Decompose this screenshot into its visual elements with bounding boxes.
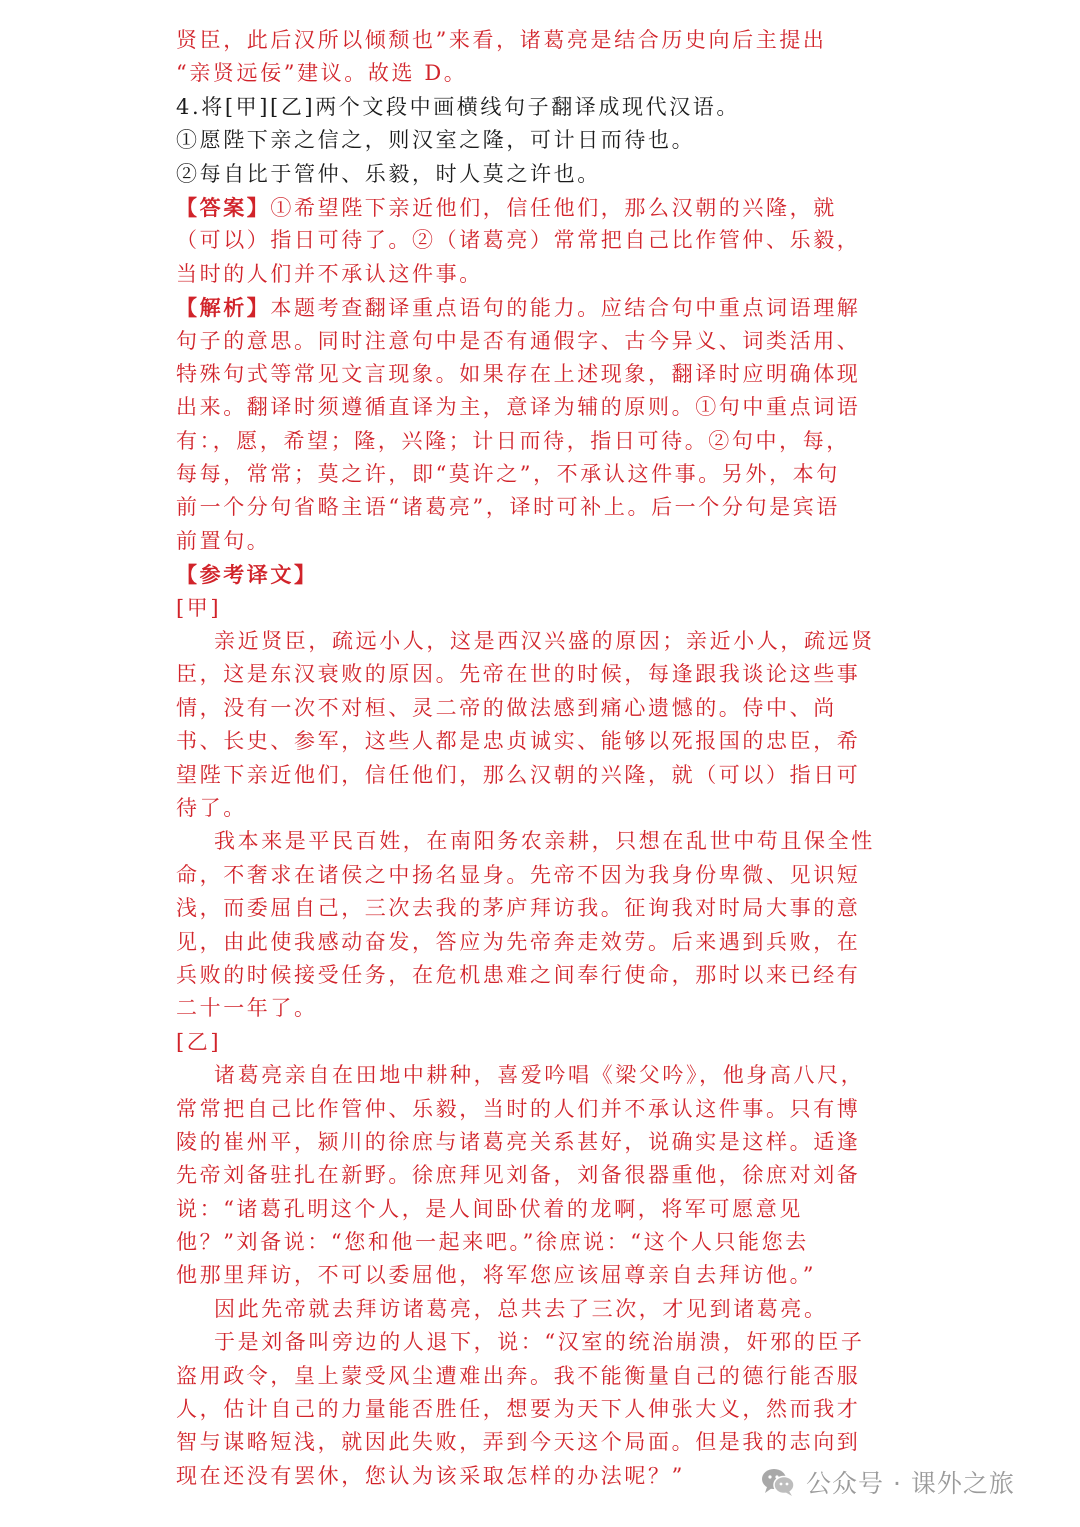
translation-line: 我本来是平民百姓，在南阳务农亲耕，只想在乱世中苟且保全性 <box>214 829 875 854</box>
translation-line: 诸葛亮亲自在田地中耕种，喜爱吟唱《梁父吟》，他身高八尺， <box>214 1063 865 1088</box>
translation-line: 待了。 <box>176 795 247 820</box>
translation-line: 情，没有一次不对桓、灵二帝的做法感到痛心遗憾的。侍中、尚 <box>176 695 837 720</box>
translation-line: 命，不奢求在诸侯之中扬名显身。先帝不因为我身份卑微、见识短 <box>176 862 861 887</box>
translation-line: 现在还没有罢休，您认为该采取怎样的办法呢？” <box>176 1463 685 1488</box>
translation-line: 于是刘备叫旁边的人退下，说：“汉室的统治崩溃，奸邪的臣子 <box>214 1330 865 1355</box>
question-title: 4.将[甲][乙]两个文段中画横线句子翻译成现代汉语。 <box>176 94 741 119</box>
translation-line: 见，由此使我感动奋发，答应为先帝奔走效劳。后来遇到兵败，在 <box>176 929 861 954</box>
section-label-jia: [甲] <box>176 595 222 620</box>
analysis-line: 前置句。 <box>176 528 271 553</box>
analysis-line: 句子的意思。同时注意句中是否有通假字、古今异义、词类活用、 <box>176 328 861 353</box>
answer-line: （可以）指日可待了。②（诸葛亮）常常把自己比作管仲、乐毅， <box>176 228 861 253</box>
text-line: “亲贤远佞”建议。故选 D。 <box>176 61 468 86</box>
translation-line: 书、长史、参军，这些人都是忠贞诚实、能够以死报国的忠臣，希 <box>176 729 861 754</box>
translation-line: 智与谋略短浅，就因此失败，弄到今天这个局面。但是我的志向到 <box>176 1430 861 1455</box>
translation-line: 他？”刘备说：“您和他一起来吧。”徐庶说：“这个人只能您去 <box>176 1230 809 1255</box>
watermark <box>760 1462 1015 1502</box>
analysis-line <box>176 291 902 324</box>
question-item: ②每自比于管仲、乐毅，时人莫之许也。 <box>176 161 601 186</box>
translation-line: 陵的崔州平，颍川的徐庶与诸葛亮关系甚好，说确实是这样。适逢 <box>176 1129 861 1154</box>
translation-line: 常常把自己比作管仲、乐毅，当时的人们并不承认这件事。只有博 <box>176 1096 861 1121</box>
section-label-yi: [乙] <box>176 1029 222 1054</box>
document-page <box>176 24 902 1493</box>
analysis-line: 有：，愿，希望；隆，兴隆；计日而待，指日可待。②句中，每， <box>176 428 850 453</box>
analysis-label: 【解析】 <box>176 295 271 321</box>
analysis-line: 前一个分句省略主语“诸葛亮”，译时可补上。后一个分句是宾语 <box>176 495 840 520</box>
watermark-text: 公众号 · 课外之旅 <box>806 1469 1015 1498</box>
translation-line: 兵败的时候接受任务，在危机患难之间奉行使命，那时以来已经有 <box>176 962 861 987</box>
answer-text: ①希望陛下亲近他们，信任他们，那么汉朝的兴隆，就 <box>270 195 837 220</box>
translation-line: 浅，而委屈自己，三次去我的茅庐拜访我。征询我对时局大事的意 <box>176 896 861 921</box>
wechat-icon <box>760 1467 796 1497</box>
answer-line: 当时的人们并不承认这件事。 <box>176 261 483 286</box>
analysis-line: 每每，常常；莫之许，即“莫许之”，不承认这件事。另外，本句 <box>176 462 840 487</box>
text-line: 贤臣，此后汉所以倾颓也”来看，诸葛亮是结合历史向后主提出 <box>176 28 827 52</box>
analysis-line: 特殊句式等常见文言现象。如果存在上述现象，翻译时应明确体现 <box>176 361 861 386</box>
translation-line: 望陛下亲近他们，信任他们，那么汉朝的兴隆，就（可以）指日可 <box>176 762 861 787</box>
answer-line <box>176 191 902 224</box>
translation-line: 人，估计自己的力量能否胜任，想要为天下人伸张大义，然而我才 <box>176 1397 861 1422</box>
translation-line: 他那里拜访，不可以委屈他，将军您应该屈尊亲自去拜访他。” <box>176 1263 817 1288</box>
translation-line: 臣，这是东汉衰败的原因。先帝在世的时候，每逢跟我谈论这些事 <box>176 662 861 687</box>
analysis-text: 本题考查翻译重点语句的能力。应结合句中重点词语理解 <box>270 296 861 321</box>
reference-label: 【参考译文】 <box>176 562 318 588</box>
answer-label: 【答案】 <box>176 194 271 220</box>
question-item: ①愿陛下亲之信之，则汉室之隆，可计日而待也。 <box>176 128 696 153</box>
translation-line: 说：“诸葛孔明这个人，是人间卧伏着的龙啊，将军可愿意见 <box>176 1196 803 1221</box>
translation-line: 先帝刘备驻扎在新野。徐庶拜见刘备，刘备很器重他，徐庶对刘备 <box>176 1163 861 1188</box>
translation-line: 因此先帝就去拜访诸葛亮，总共去了三次，才见到诸葛亮。 <box>214 1296 828 1321</box>
analysis-line: 出来。翻译时须遵循直译为主，意译为辅的原则。①句中重点词语 <box>176 395 861 420</box>
translation-line: 二十一年了。 <box>176 996 318 1021</box>
translation-line: 亲近贤臣，疏远小人，这是西汉兴盛的原因；亲近小人，疏远贤 <box>214 629 875 654</box>
translation-line: 盗用政令，皇上蒙受风尘遭难出奔。我不能衡量自己的德行能否服 <box>176 1363 861 1388</box>
